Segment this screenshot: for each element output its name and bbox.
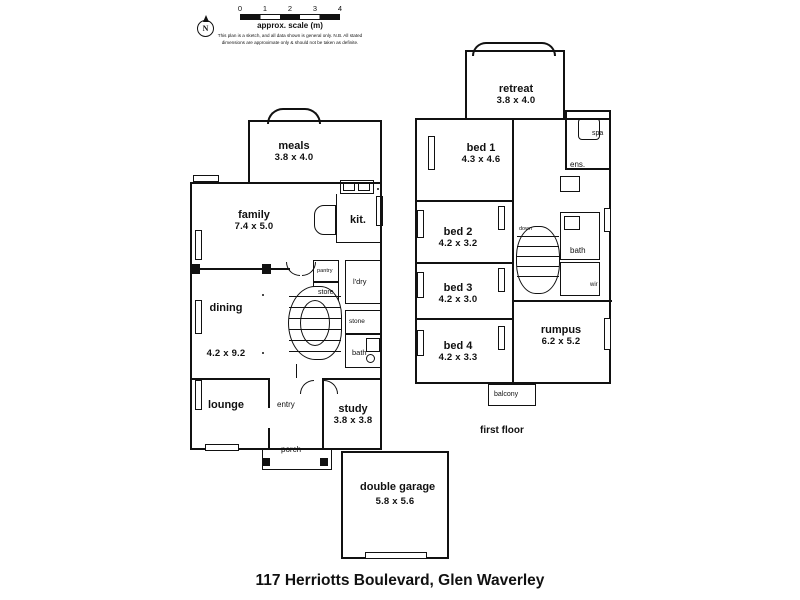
label-pantry: pantry [317, 268, 333, 274]
window-lounge-bottom [205, 444, 239, 451]
wall-family-dining [190, 268, 290, 270]
toilet-icon [366, 354, 375, 363]
room-dining: dining [209, 302, 243, 314]
plan-disclaimer: This plan is a sketch, and all data shown is general only. N.B. All stated dimensions are approximate only & should not be taken as definite. [217, 33, 363, 45]
window-rumpus-right-lower [604, 318, 611, 350]
room-bed4: bed 4 4.2 x 3.3 [438, 340, 478, 363]
wall-dining-lounge [190, 378, 268, 380]
window-bed2 [417, 210, 424, 238]
retreat-bay-window [472, 42, 556, 56]
wall-rumpus-top [512, 300, 612, 302]
label-laundry: l'dry [353, 277, 367, 286]
window-rumpus-right [604, 208, 611, 232]
porch-pier-left [262, 458, 270, 466]
north-label: N [202, 23, 209, 33]
garage-door [365, 552, 427, 559]
scale-tick-2: 2 [287, 4, 293, 13]
label-balcony: balcony [494, 391, 519, 398]
scale-caption: approx. scale (m) [257, 21, 323, 30]
room-meals: meals 3.8 x 4.0 [274, 140, 314, 163]
wall-bed3-bed4 [415, 318, 513, 320]
scale-tick-1: 1 [262, 4, 268, 13]
robe-bed1 [428, 136, 435, 170]
wall-kitchen-left [336, 194, 337, 242]
window-bed3 [417, 272, 424, 298]
room-garage: double garage 5.8 x 5.6 [360, 481, 436, 507]
room-dining-dim: 4.2 x 9.2 [206, 348, 246, 359]
robe-bed3 [498, 268, 505, 292]
label-store: store [318, 289, 334, 296]
first-floor-label: first floor [480, 425, 524, 436]
bath-tub [366, 338, 380, 352]
label-ensuite: ens. [570, 160, 586, 169]
porch-pier-right [320, 458, 328, 466]
room-study: study 3.8 x 3.8 [333, 403, 373, 426]
room-lounge: lounge [207, 399, 245, 411]
room-rumpus: rumpus 6.2 x 5.2 [540, 324, 582, 347]
label-bath-first: bath [570, 246, 586, 255]
label-spa: spa [592, 130, 604, 137]
label-entry: entry [277, 400, 295, 409]
window-dining-left-upper [195, 230, 202, 260]
scale-bar-group [237, 4, 343, 30]
scale-bar [240, 14, 340, 20]
meals-bay-window [267, 108, 321, 124]
robe-bed2 [498, 206, 505, 230]
page-title: 117 Herriotts Boulevard, Glen Waverley [255, 572, 545, 589]
robe-bed4 [498, 326, 505, 350]
room-retreat: retreat 3.8 x 4.0 [496, 83, 536, 106]
wall-pier-b [262, 264, 271, 274]
wall-study-top [322, 378, 382, 380]
room-kitchen: kit. [350, 214, 366, 226]
wall-entry-left [268, 378, 270, 408]
window-bed4 [417, 330, 424, 356]
room-bed3: bed 3 4.2 x 3.0 [438, 282, 478, 305]
label-bath-ground: bath [352, 348, 367, 357]
room-bed1: bed 1 4.3 x 4.6 [461, 142, 501, 165]
wall-bed2-bed3 [415, 262, 513, 264]
room-family: family 7.4 x 5.0 [234, 209, 274, 232]
scale-tick-4: 4 [337, 4, 343, 13]
label-down: down [519, 226, 533, 232]
cooktop [343, 183, 355, 191]
scale-tick-0: 0 [237, 4, 243, 13]
island-bench [314, 205, 336, 235]
vanity-ens [560, 176, 580, 192]
north-arrow [197, 20, 214, 37]
label-porch: porch [281, 445, 302, 454]
sink [358, 183, 370, 191]
room-bed2: bed 2 4.2 x 3.2 [438, 226, 478, 249]
wall-entry-left-lower [268, 428, 270, 450]
window-family-left [193, 175, 219, 182]
label-stone: stone [349, 318, 365, 325]
bath-first-tub [564, 216, 580, 230]
scale-tick-3: 3 [312, 4, 318, 13]
wir-outline [560, 262, 600, 296]
wall-kitchen-bottom [336, 242, 382, 243]
label-wir: wir [590, 282, 598, 288]
wall-bed1-bed2 [415, 200, 513, 202]
fridge [376, 196, 383, 226]
wall-pier-a [190, 264, 200, 274]
